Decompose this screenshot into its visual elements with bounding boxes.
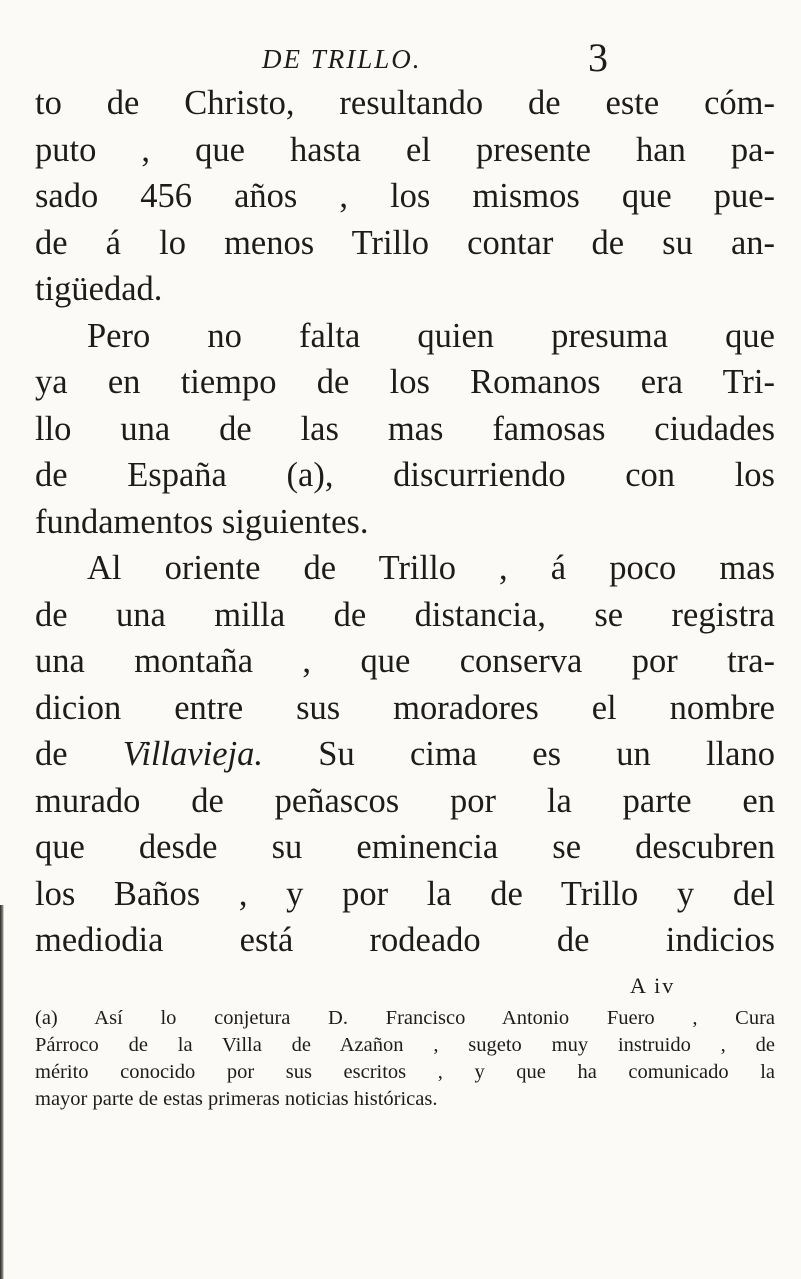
page-number: 3 (588, 35, 608, 80)
text-segment: Su cima es un llano (263, 735, 775, 773)
text-line: tigüedad. (35, 270, 163, 308)
signature-mark: A iv (630, 973, 676, 998)
text-line: de España (a), discurriendo con los (35, 456, 775, 494)
text-line: una montaña , que conserva por tra- (35, 642, 775, 680)
text-line: fundamentos siguientes. (35, 502, 369, 541)
running-head (0, 35, 801, 82)
text-line: sado 456 años , los mismos que pue- (35, 177, 775, 215)
footnote-line: mayor parte de estas primeras noticias históricas. (35, 1088, 438, 1110)
text-line: de una milla de distancia, se registra (35, 595, 775, 634)
footnote (35, 1005, 775, 1113)
text-line: to de Christo, resultando de este cóm- (35, 84, 775, 122)
place-name-italic: Villavieja. (122, 735, 264, 773)
footnote-line: mérito conocido por sus escritos , y que ha comunicado la (35, 1061, 775, 1083)
text-line: ya en tiempo de los Romanos era Tri- (35, 363, 775, 401)
page-edge-shadow (0, 905, 4, 1279)
text-line: llo una de las mas famosas ciudades (35, 409, 775, 448)
text-line: Al oriente de Trillo , á poco mas (87, 549, 775, 587)
text-line: murado de peñascos por la parte en (35, 781, 775, 820)
text-line: mediodia está rodeado de indicios (35, 921, 775, 959)
text-line: dicion entre sus moradores el nombre (35, 688, 775, 727)
text-line: de á lo menos Trillo contar de su an- (35, 223, 775, 262)
text-line: Pero no falta quien presuma que (87, 316, 775, 355)
footnote-line: (a) Así lo conjetura D. Francisco Antonio Fuero , Cura (35, 1007, 775, 1029)
text-segment: de (35, 735, 123, 773)
text-line: puto , que hasta el presente han pa- (35, 130, 775, 169)
text-line (35, 731, 775, 778)
main-text (35, 80, 775, 964)
running-head-title: DE TRILLO. (262, 44, 422, 74)
text-line: los Baños , y por la de Trillo y del (35, 874, 775, 913)
text-line: que desde su eminencia se descubren (35, 828, 775, 866)
footnote-line: Párroco de la Villa de Azañon , sugeto muy instruido , de (35, 1034, 775, 1056)
